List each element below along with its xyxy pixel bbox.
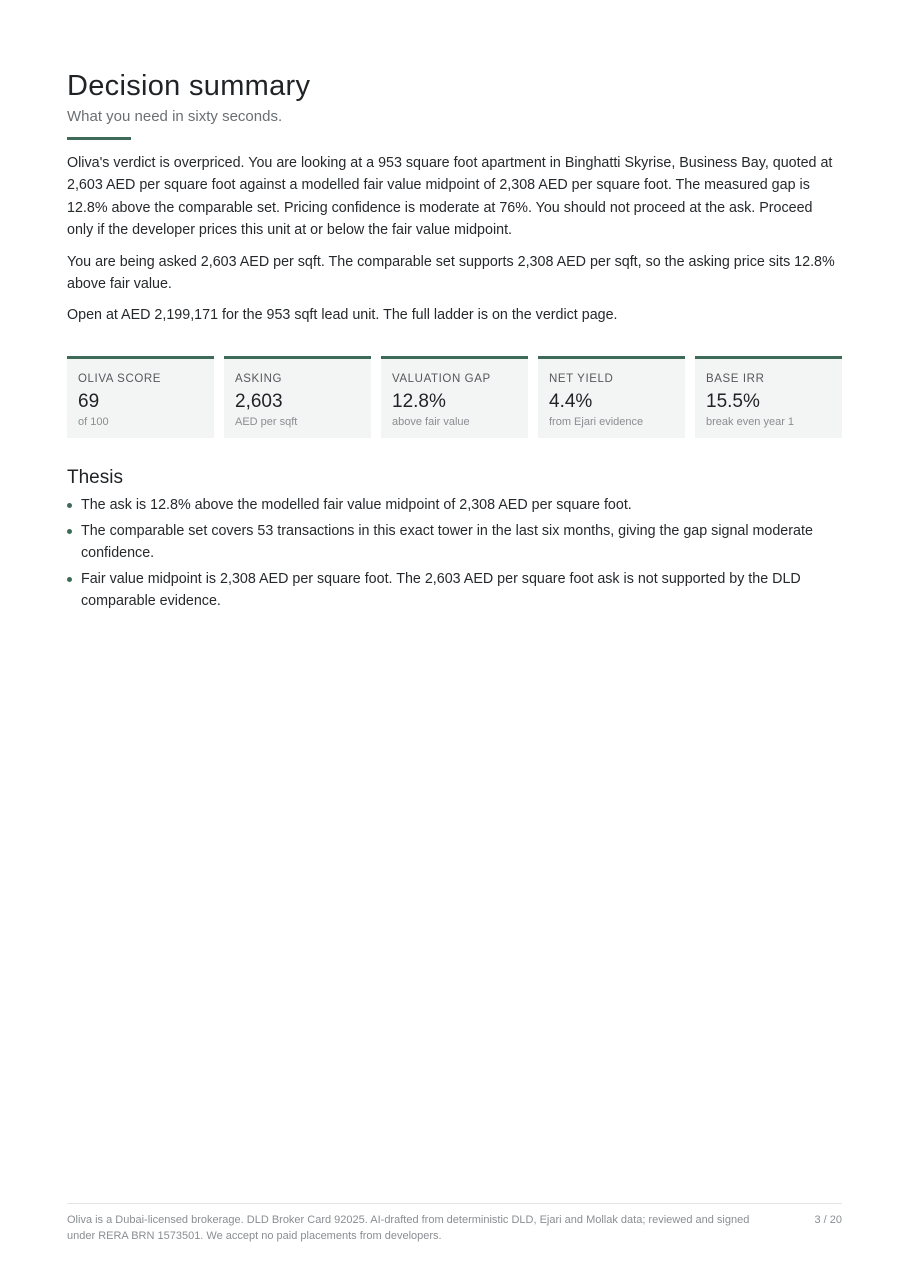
metric-label: NET YIELD: [549, 373, 614, 385]
pricing-paragraph: You are being asked 2,603 AED per sqft. The comparable set supports 2,308 AED per sqft, so the asking price sits 12.8% above fair value.: [67, 253, 835, 293]
metric-card-oliva-score: [67, 356, 214, 438]
metric-label: ASKING: [235, 373, 283, 385]
metric-value: 15.5%: [706, 391, 760, 412]
thesis-item: [67, 520, 842, 564]
page-title: Decision summary: [67, 70, 311, 102]
opening-offer-paragraph: Open at AED 2,199,171 for the 953 sqft lead unit. The full ladder is on the verdict page.: [67, 307, 618, 324]
bullet-icon: [67, 529, 72, 534]
bullet-icon: [67, 577, 72, 582]
metric-caption: from Ejari evidence: [549, 416, 644, 428]
metric-card-asking: [224, 356, 371, 438]
metric-caption: of 100: [78, 416, 109, 428]
metric-caption: AED per sqft: [235, 416, 298, 428]
metric-label: BASE IRR: [706, 373, 765, 385]
metric-value: 12.8%: [392, 391, 446, 412]
page-number: 3 / 20: [814, 1214, 842, 1226]
bullet-icon: [67, 503, 72, 508]
footer-disclaimer: Oliva is a Dubai-licensed brokerage. DLD Broker Card 92025. AI-drafted from deterministic DLD, Ejari and Mollak data; reviewed and signed under RERA BRN 1573501. We accept no paid placements from developers.: [67, 1214, 750, 1242]
metric-cards: [67, 356, 842, 438]
metric-caption: break even year 1: [706, 416, 795, 428]
thesis-list: [67, 494, 842, 616]
metric-value: 69: [78, 391, 100, 412]
metric-card-valuation-gap: [381, 356, 528, 438]
metric-label: OLIVA SCORE: [78, 373, 162, 385]
thesis-item-text: Fair value midpoint is 2,308 AED per square foot. The 2,603 AED per square foot ask is not supported by the DLD comparable evidence.: [81, 571, 801, 609]
metric-label: VALUATION GAP: [392, 373, 491, 385]
metric-value: 2,603: [235, 391, 283, 412]
summary-body: [67, 152, 842, 336]
footer-divider: [67, 1203, 842, 1204]
thesis-item: [67, 494, 842, 516]
metric-value: 4.4%: [549, 391, 593, 412]
thesis-item: [67, 568, 842, 612]
thesis-item-text: The ask is 12.8% above the modelled fair value midpoint of 2,308 AED per square foot.: [81, 497, 632, 513]
thesis-item-text: The comparable set covers 53 transactions in this exact tower in the last six months, giving the gap signal moderate confidence.: [81, 523, 813, 561]
title-accent-rule: [67, 137, 131, 140]
metric-card-net-yield: [538, 356, 685, 438]
verdict-paragraph: Oliva's verdict is overpriced. You are looking at a 953 square foot apartment in Binghatti Skyrise, Business Bay, quoted at 2,603 AED per square foot against a modelled fair value midpoint of 2,308 AED per square foot. The measured gap is 12.8% above the comparable set. Pricing confidence is moderate at 76%. You should not proceed at the ask. Proceed only if the developer prices this unit at or below the fair value midpoint.: [67, 155, 833, 239]
metric-caption: above fair value: [392, 416, 470, 428]
page-subtitle: What you need in sixty seconds.: [67, 108, 283, 125]
thesis-heading: Thesis: [67, 467, 123, 488]
metric-card-base-irr: [695, 356, 842, 438]
